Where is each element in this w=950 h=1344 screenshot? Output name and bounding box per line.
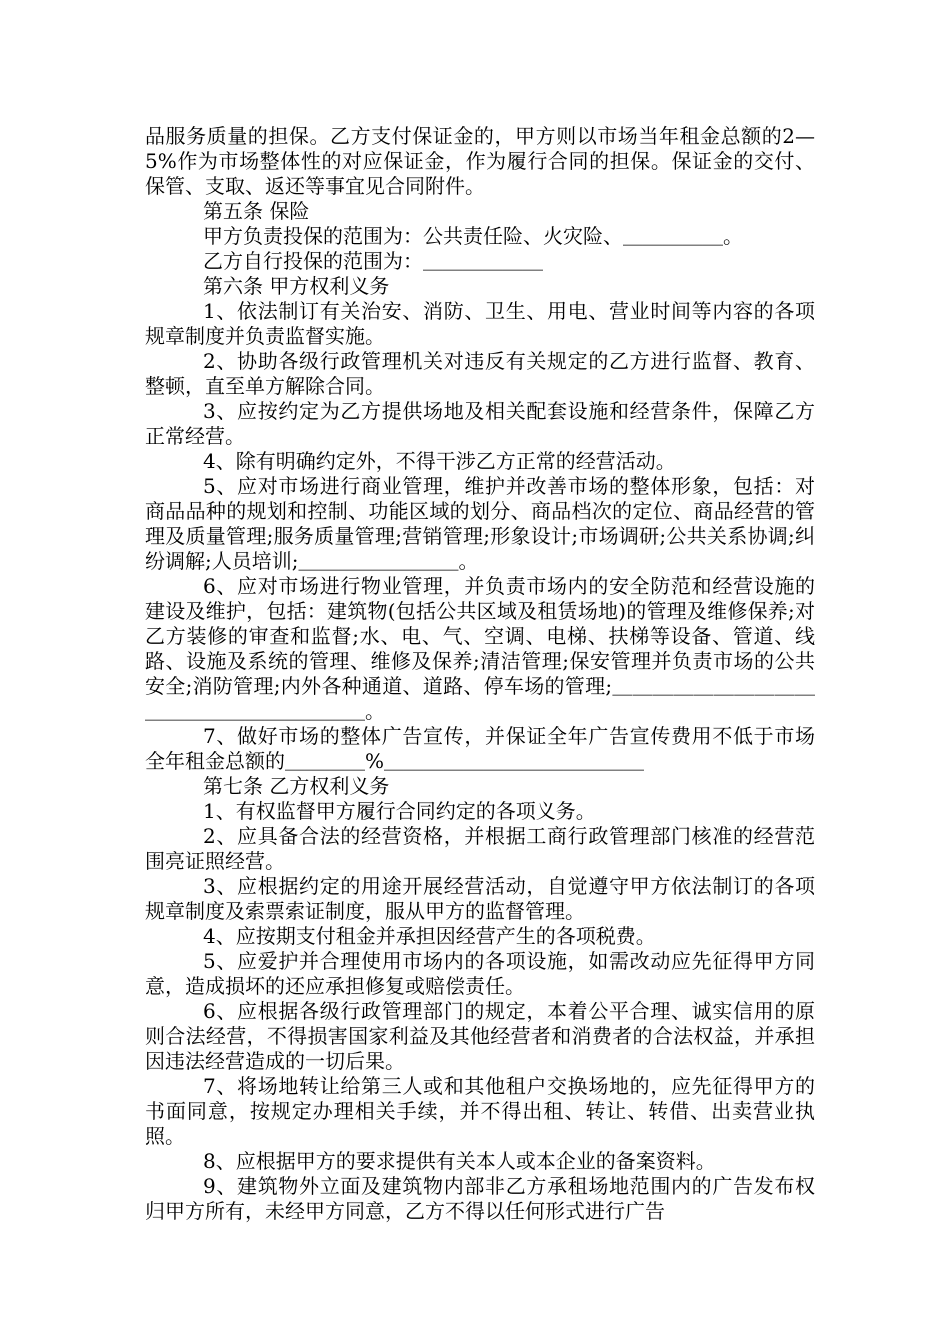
article-6-item-4: 4、除有明确约定外，不得干涉乙方正常的经营活动。	[203, 449, 676, 473]
article-6-heading: 第六条 甲方权利义务	[203, 274, 390, 298]
document-page	[145, 124, 815, 1224]
article-7-item-1: 1、有权监督甲方履行合同约定的各项义务。	[203, 799, 596, 823]
article-7-item-6: 6、应根据各级行政管理部门的规定，本着公平合理、诚实信用的原则合法经营，不得损害国家利益及其他经营者和消费者的合法权益，并承担因违法经营造成的一切后果。	[145, 999, 815, 1073]
paragraph-guarantee-deposit: 品服务质量的担保。乙方支付保证金的，甲方则以市场当年租金总额的2—5%作为市场整体性的对应保证金，作为履行合同的担保。保证金的交付、保管、支取、返还等事宜见合同附件。	[145, 124, 815, 198]
article-6-item-2: 2、协助各级行政管理机关对违反有关规定的乙方进行监督、教育、整顿，直至单方解除合同。	[145, 349, 815, 398]
paragraph-party-b-insurance: 乙方自行投保的范围为：＿＿＿＿＿＿	[203, 249, 543, 273]
article-6-item-6: 6、应对市场进行物业管理，并负责市场内的安全防范和经营设施的建设及维护，包括：建筑物(包括公共区域及租赁场地)的管理及维修保养;对乙方装修的审查和监督;水、电、气、空调、电梯、扶梯等设备、管道、线路、设施及系统的管理、维修及保养;清洁管理;保安管理并负责市场的公共安全;消防管理;内外各种通道、道路、停车场的管理;＿＿＿＿＿＿＿＿＿＿＿＿＿＿＿＿＿＿＿＿＿。	[145, 574, 815, 723]
paragraph-party-a-insurance: 甲方负责投保的范围为：公共责任险、火灾险、＿＿＿＿＿。	[203, 224, 743, 248]
article-7-heading: 第七条 乙方权利义务	[203, 774, 390, 798]
article-6-item-3: 3、应按约定为乙方提供场地及相关配套设施和经营条件，保障乙方正常经营。	[145, 399, 815, 448]
article-7-item-2: 2、应具备合法的经营资格，并根据工商行政管理部门核准的经营范围亮证照经营。	[145, 824, 815, 873]
article-7-item-3: 3、应根据约定的用途开展经营活动，自觉遵守甲方依法制订的各项规章制度及索票索证制度，服从甲方的监督管理。	[145, 874, 815, 923]
article-7-item-7: 7、将场地转让给第三人或和其他租户交换场地的，应先征得甲方的书面同意，按规定办理相关手续，并不得出租、转让、转借、出卖营业执照。	[145, 1074, 815, 1148]
article-7-item-8: 8、应根据甲方的要求提供有关本人或本企业的备案资料。	[203, 1149, 716, 1173]
article-5-heading: 第五条 保险	[203, 199, 310, 223]
article-7-item-4: 4、应按期支付租金并承担因经营产生的各项税费。	[203, 924, 656, 948]
article-6-item-1: 1、依法制订有关治安、消防、卫生、用电、营业时间等内容的各项规章制度并负责监督实施。	[145, 299, 815, 348]
article-7-item-5: 5、应爱护并合理使用市场内的各项设施，如需改动应先征得甲方同意，造成损坏的还应承担修复或赔偿责任。	[145, 949, 815, 998]
article-6-item-5: 5、应对市场进行商业管理，维护并改善市场的整体形象，包括：对商品品种的规划和控制、功能区域的划分、商品档次的定位、商品经营的管理及质量管理;服务质量管理;营销管理;形象设计;市场调研;公共关系协调;纠纷调解;人员培训;＿＿＿＿＿＿＿＿。	[145, 474, 815, 573]
article-6-item-7: 7、做好市场的整体广告宣传，并保证全年广告宣传费用不低于市场全年租金总额的＿＿＿＿%＿＿＿＿＿＿＿＿＿＿＿＿＿	[145, 724, 815, 773]
article-7-item-9: 9、建筑物外立面及建筑物内部非乙方承租场地范围内的广告发布权归甲方所有，未经甲方同意，乙方不得以任何形式进行广告	[145, 1174, 815, 1223]
